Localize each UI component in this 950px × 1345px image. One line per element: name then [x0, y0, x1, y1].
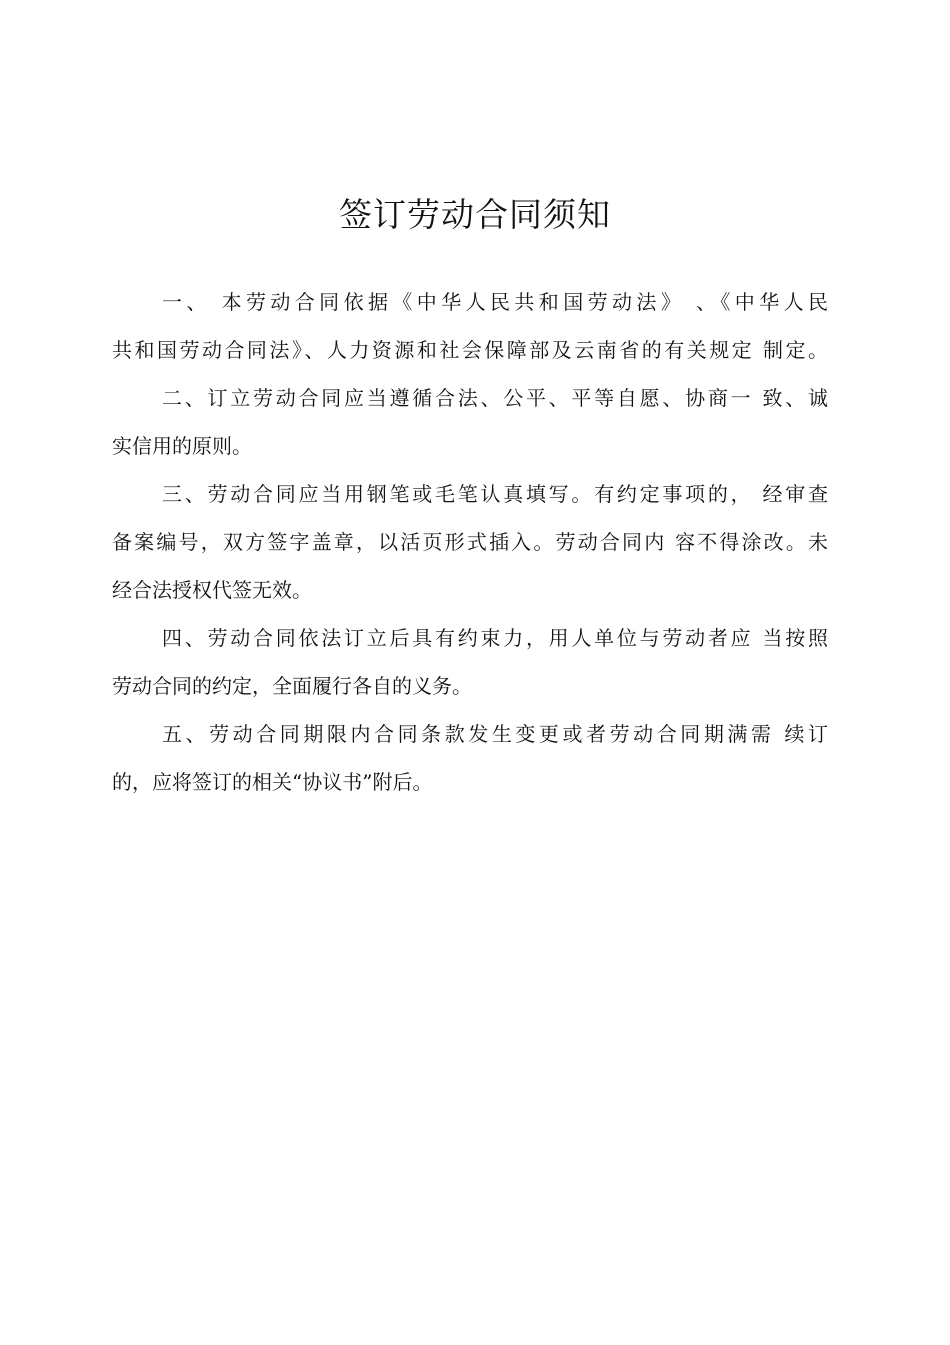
paragraph-line: 二、订立劳动合同应当遵循合法、公平、平等自愿、协商一 致、诚	[162, 386, 828, 410]
paragraph-line: 实信用的原则。	[112, 434, 252, 458]
paragraph-4	[112, 614, 828, 710]
paragraph-line: 的，应将签订的相关“协议书”附后。	[112, 770, 433, 794]
paragraph-3	[112, 470, 828, 614]
document-title: 签订劳动合同须知	[339, 195, 611, 234]
paragraph-line: 三、劳动合同应当用钢笔或毛笔认真填写。有约定事项的， 经审查	[162, 482, 828, 506]
paragraph-line: 一、 本劳动合同依据《中华人民共和国劳动法》 、《中华人民	[162, 290, 828, 314]
paragraph-2	[112, 374, 828, 470]
paragraph-line: 共和国劳动合同法》、人力资源和社会保障部及云南省的有关规定 制定。	[112, 338, 828, 362]
paragraph-line: 劳动合同的约定，全面履行各自的义务。	[112, 674, 472, 698]
paragraph-line: 四、劳动合同依法订立后具有约束力，用人单位与劳动者应 当按照	[162, 626, 828, 650]
paragraph-line: 五、劳动合同期限内合同条款发生变更或者劳动合同期满需 续订	[162, 722, 828, 746]
document-body	[112, 278, 828, 806]
paragraph-line: 备案编号，双方签字盖章，以活页形式插入。劳动合同内 容不得涂改。未	[112, 530, 828, 554]
paragraph-5	[112, 710, 828, 806]
paragraph-line: 经合法授权代签无效。	[112, 578, 312, 602]
paragraph-1	[112, 278, 828, 374]
